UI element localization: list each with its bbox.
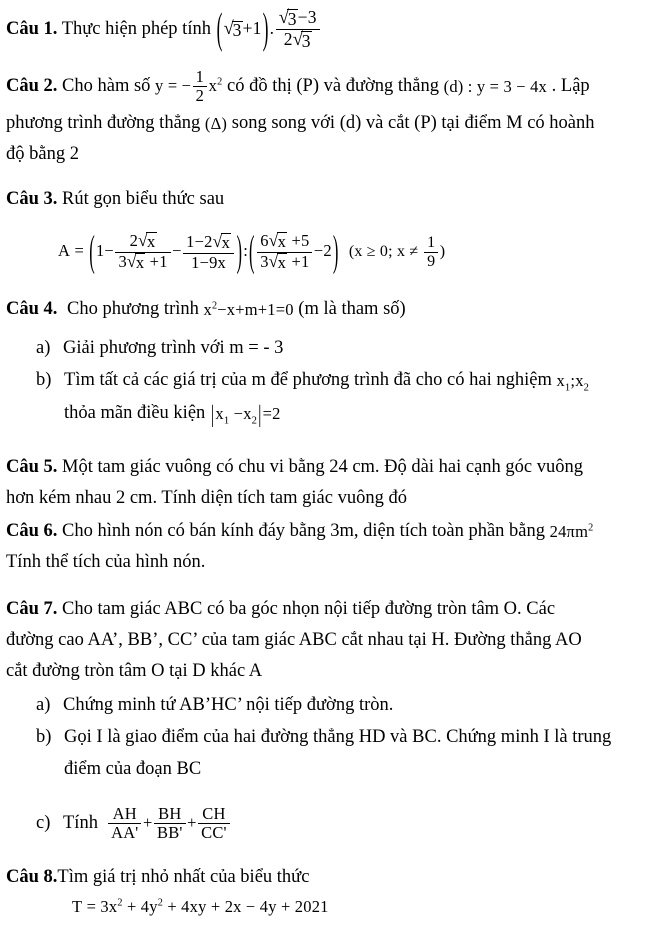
sqrt-x-icon: √ x <box>213 233 231 252</box>
question-cau-1 <box>6 3 666 53</box>
fraction-one-ninth: $\frac{1}{9}$ <box>424 234 438 271</box>
question-label: Câu 1. <box>6 19 58 40</box>
question-cau-8 <box>6 862 666 893</box>
item-text-line2: thỏa mãn điều kiện <box>64 403 206 423</box>
question-cau-2 <box>6 68 666 106</box>
sqrt-3-icon: √ 3 <box>293 31 312 52</box>
cau4-condition: $|x_1 -x_2|=2$ <box>210 399 281 428</box>
question-text-line3: cắt đường tròn tâm O tại D khác A <box>6 661 263 681</box>
question-label: Câu 7. <box>6 599 58 619</box>
cau2-line3: độ bằng 2 <box>6 144 79 164</box>
question-text-line1: Cho tam giác ABC có ba góc nhọn nội tiếp đường tròn tâm O. Các <box>62 599 556 619</box>
fraction-6sqrtx5-over-3sqrtx1: $\frac{6 √ x +5}{3 √ x +1}$ <box>257 232 312 273</box>
fraction-1minus2sqrtx-over-1minus9x: $\frac{1-2 √ x}{1-9x}$ <box>183 233 234 272</box>
item-text: Tính <box>63 813 98 834</box>
cau-7-line-2 <box>6 625 666 656</box>
item-text: Chứng minh tứ AB’HC’ nội tiếp đường tròn. <box>63 695 394 715</box>
open-paren: ( <box>249 226 255 276</box>
cau-5-line-2 <box>6 483 666 514</box>
cau2-line-d-expression: (d) : y = 3 − 4x <box>443 76 548 96</box>
cau-2-line-3 <box>6 139 666 170</box>
sqrt-x-icon: √ x <box>127 253 145 272</box>
question-text-line1: Cho hình nón có bán kính đáy bằng 3m, diện tích toàn phần bằng <box>62 521 546 541</box>
item-text-line1: Tìm tất cả các giá trị của m để phương trình đã cho có hai nghiệm <box>64 370 552 390</box>
fraction-bh-bb: $\frac{BH}{BB'}$ <box>154 805 186 843</box>
question-text-line2: hơn kém nhau 2 cm. Tính diện tích tam giác vuông đó <box>6 488 407 508</box>
question-text-after: (m là tham số) <box>298 299 406 319</box>
question-label: Câu 2. <box>6 76 58 97</box>
sqrt-x-icon: √ x <box>269 253 287 272</box>
close-paren: ) <box>262 3 269 53</box>
delta-symbol: (Δ) <box>204 114 228 134</box>
item-marker: c) <box>36 813 51 834</box>
question-text-mid: có đồ thị (P) và đường thẳng <box>227 76 439 97</box>
question-cau-4 <box>6 300 666 319</box>
cau8-expression <box>72 896 329 917</box>
sqrt-3-icon: √ 3 <box>224 21 243 40</box>
fraction: √ $\frac{3-3}{2 √ 3}$ <box>276 8 320 52</box>
item-text-line1: Gọi I là giao điểm của hai đường thẳng HD và BC. Chứng minh I là trung <box>64 727 612 747</box>
question-cau-5 <box>6 452 666 483</box>
fraction-one-half: $\frac{1}{2}$ <box>193 68 207 106</box>
cau1-expression: ( √ 3+1). √ $\frac{3-3}{2 √ 3}$ <box>216 8 322 52</box>
question-label: Câu 3. <box>6 189 58 209</box>
item-marker: b) <box>36 727 52 747</box>
question-text: Tìm giá trị nhỏ nhất của biểu thức <box>57 867 310 887</box>
cau4-item-b <box>36 365 666 396</box>
question-text-line1: Một tam giác vuông có chu vi bằng 24 cm. Độ dài hai cạnh góc vuông <box>62 457 583 477</box>
cau7-item-c <box>36 805 231 843</box>
cau8-math: $T = 3x^2 + 4y^2 + 4xy + 2x - 4y + 2021$ <box>72 897 329 917</box>
open-paren: ( <box>216 3 223 53</box>
cau7-item-b-line2 <box>64 754 201 785</box>
cau3-math: A = (1− $\frac{2 √ x}{3 √ x +1}$ − $\frac{1-2 √ x}{1-9x}$ ):( $\frac{6 √ x +5}{3 √ x +1}$ −2) <box>58 232 340 273</box>
sqrt-x-icon: √ x <box>269 232 287 251</box>
question-text: Rút gọn biểu thức sau <box>62 189 225 209</box>
question-text-line2: đường cao AA’, BB’, CC’ của tam giác ABC cắt nhau tại H. Đường thẳng AO <box>6 630 582 650</box>
cau4-item-b-line2 <box>64 398 281 429</box>
cau3-expression <box>58 226 446 276</box>
question-text-line2: Tính thể tích của hình nón. <box>6 552 206 572</box>
cau2-function-expression: y = − $\frac{1}{2}$ $x^2$ <box>155 67 223 106</box>
question-label: Câu 6. <box>6 521 58 541</box>
cau2-line2-b: song song với (d) và cắt (P) tại điểm M có hoành <box>231 113 595 133</box>
item-text: Giải phương trình với m = - 3 <box>63 338 284 358</box>
item-marker: a) <box>36 338 51 358</box>
close-paren: ) <box>236 226 243 276</box>
close-paren: ) <box>332 226 339 276</box>
cau6-area-value: $24\pi m^2$ <box>549 522 594 542</box>
question-text: Thực hiện phép tính <box>61 19 211 40</box>
question-cau-6 <box>6 516 666 547</box>
cau7-item-a <box>36 690 393 721</box>
cau-7-line-3 <box>6 656 666 687</box>
question-text-before: Cho phương trình <box>67 299 199 319</box>
item-text-line2: điểm của đoạn BC <box>64 759 202 779</box>
question-label: Câu 5. <box>6 457 58 477</box>
item-marker: b) <box>36 370 52 390</box>
question-text-after: . Lập <box>551 76 590 97</box>
fraction-2sqrtx-over-3sqrtx1: $\frac{2 √ x}{3 √ x +1}$ <box>115 232 170 273</box>
sqrt-x-icon: √ x <box>138 232 156 251</box>
question-cau-3 <box>6 190 666 209</box>
question-label: Câu 8. <box>6 867 58 887</box>
cau-2-line-2 <box>6 108 666 139</box>
open-paren: ( <box>89 226 95 276</box>
cau7c-expression: $\frac{AH}{AA'}$ + $\frac{BH}{BB'}$ + $\frac{CH}{CC'}$ <box>107 805 232 843</box>
item-marker: a) <box>36 695 51 715</box>
cau7-item-b <box>36 722 668 753</box>
cau-6-line-2 <box>6 547 666 578</box>
question-cau-7 <box>6 594 666 625</box>
cau4-roots: $x_1;x_2$ <box>556 371 590 394</box>
sqrt-3-icon: √ 3 <box>279 9 298 30</box>
cau2-line2-a: phương trình đường thẳng <box>6 113 201 133</box>
question-text-before: Cho hàm số <box>62 76 151 97</box>
cau4-equation: $x^2-x+m+1=0$ <box>203 299 294 319</box>
question-label: Câu 4. <box>6 299 58 319</box>
cau3-condition: (x ≥ 0; x ≠ $\frac{1}{9}$ ) <box>348 234 446 270</box>
fraction-ah-aa: $\frac{AH}{AA'}$ <box>108 805 141 843</box>
cau4-item-a <box>36 333 283 364</box>
fraction-ch-cc: $\frac{CH}{CC'}$ <box>198 805 230 843</box>
